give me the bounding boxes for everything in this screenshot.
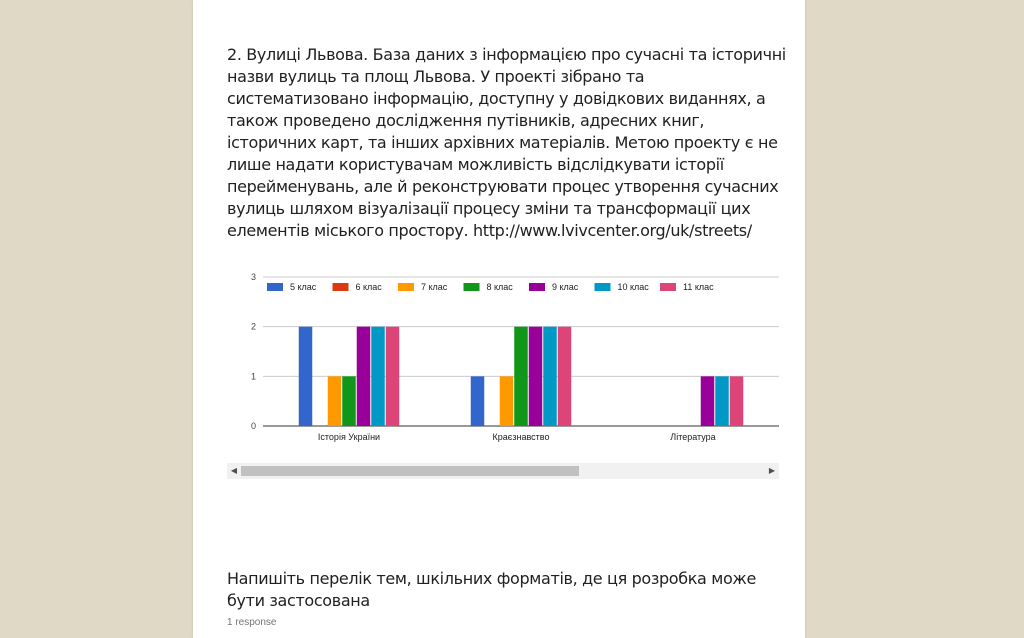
scroll-thumb[interactable] bbox=[241, 466, 579, 476]
bar-1-1 bbox=[299, 327, 313, 426]
bar-1-7 bbox=[386, 327, 400, 426]
chart-scrollbar[interactable] bbox=[227, 463, 779, 479]
question-2-text: Напишіть перелік тем, шкільних форматів, де ця розробка може бути застосована bbox=[227, 569, 756, 610]
bar-3-7 bbox=[730, 376, 744, 426]
bar-2-5 bbox=[529, 327, 543, 426]
legend-label-2: 6 клас bbox=[355, 282, 382, 292]
legend-label-6: 10 клас bbox=[617, 282, 649, 292]
legend-swatch-4 bbox=[464, 283, 480, 291]
y-tick-label-3: 3 bbox=[250, 272, 256, 282]
legend-swatch-5 bbox=[529, 283, 545, 291]
legend-label-3: 7 клас bbox=[421, 282, 448, 292]
bar-chart bbox=[227, 266, 779, 486]
legend-swatch-1 bbox=[267, 283, 283, 291]
scroll-left-arrow-icon[interactable]: ◀ bbox=[230, 466, 238, 475]
bar-1-4 bbox=[342, 376, 356, 426]
bar-2-7 bbox=[558, 327, 572, 426]
y-tick-label-0: 0 bbox=[250, 421, 256, 431]
y-tick-label-2: 2 bbox=[250, 321, 256, 332]
bar-2-1 bbox=[471, 376, 485, 426]
x-tick-label-2: Краєзнавство bbox=[492, 432, 550, 442]
legend-label-5: 9 клас bbox=[552, 282, 579, 292]
bar-2-6 bbox=[543, 327, 557, 426]
bar-1-6 bbox=[371, 327, 385, 426]
bar-2-4 bbox=[514, 327, 528, 426]
x-tick-label-1: Історія України bbox=[317, 432, 381, 442]
legend-swatch-7 bbox=[660, 283, 676, 291]
scroll-right-arrow-icon[interactable]: ▶ bbox=[768, 466, 776, 475]
form-card bbox=[193, 0, 805, 638]
x-tick-label-3: Література bbox=[670, 432, 716, 442]
legend-label-1: 5 клас bbox=[290, 282, 317, 292]
legend-label-7: 11 клас bbox=[683, 282, 714, 292]
bar-1-3 bbox=[328, 376, 342, 426]
bar-2-3 bbox=[500, 376, 514, 426]
question-text: 2. Вулиці Львова. База даних з інформацією про сучасні та історичні назви вулиць та площ Львова. У проекті зібрано та систематизовано інформацію, доступну у довідкових виданнях, а також проведено дослідження путівників, адресних книг, історичних карт, та інших архівних матеріалів. Метою проекту є не лише надати користувачам можливість відслідкувати історії перейменувань, але й реконструювати процес утворення сучасних вулиць шляхом візуалізації процесу зміни та трансформації цих елементів міського простору. http://www.lvivcenter.org/uk/streets/ bbox=[227, 45, 786, 240]
y-tick-label-1: 1 bbox=[250, 371, 256, 382]
legend-swatch-3 bbox=[398, 283, 414, 291]
bar-1-5 bbox=[357, 327, 371, 426]
bar-3-5 bbox=[701, 376, 715, 426]
bar-chart-svg bbox=[227, 266, 779, 456]
bar-3-6 bbox=[715, 376, 729, 426]
legend-swatch-6 bbox=[595, 283, 611, 291]
legend-label-4: 8 клас bbox=[486, 282, 513, 292]
response-count: 1 response bbox=[227, 617, 277, 628]
legend-swatch-2 bbox=[333, 283, 349, 291]
